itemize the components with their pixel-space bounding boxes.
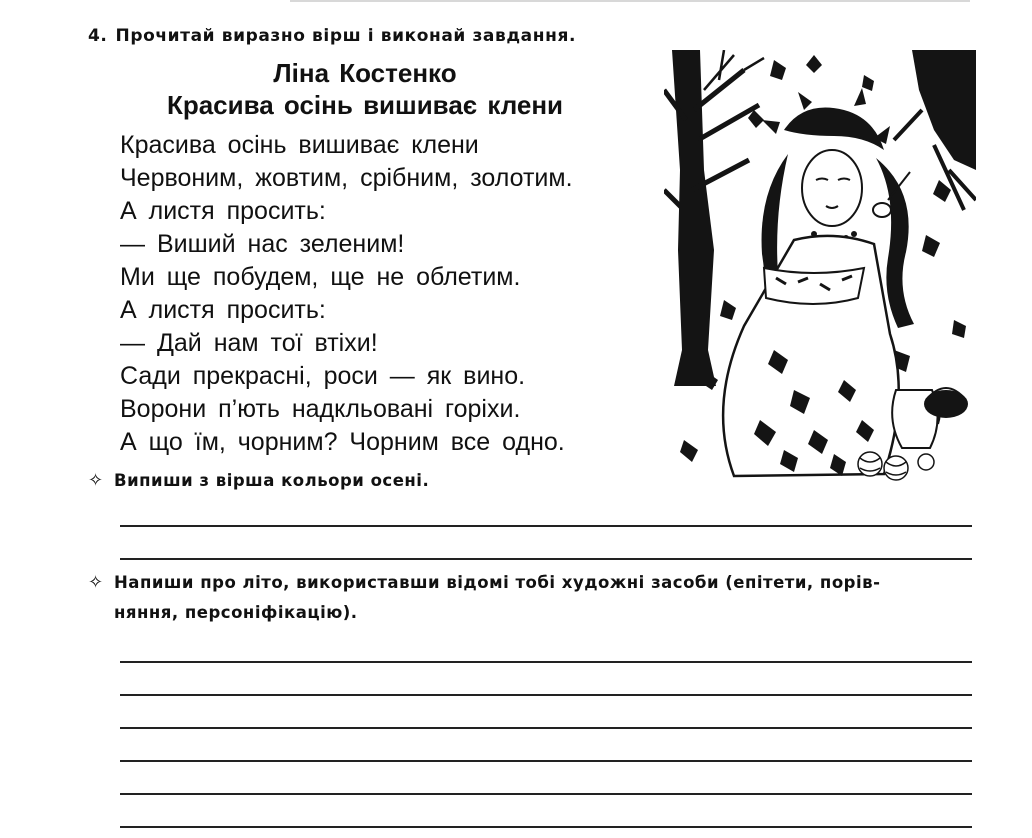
poem-author: Ліна Костенко (273, 58, 457, 88)
star-bullet-icon: ✧ (88, 470, 104, 491)
poem-line: Сади прекрасні, роси — як вино. (120, 362, 526, 390)
poem-line: — Виший нас зеленим! (120, 230, 405, 258)
answer-line[interactable] (120, 793, 972, 795)
answer-line[interactable] (120, 694, 972, 696)
task-text-line-2: няння, персоніфікацію). (114, 603, 358, 622)
poem-line: Червоним, жовтим, срібним, золотим. (120, 164, 573, 192)
answer-line[interactable] (120, 525, 972, 527)
top-page-rule (290, 0, 970, 2)
exercise-heading (88, 26, 576, 46)
answer-line[interactable] (120, 760, 972, 762)
exercise-number: 4. (88, 26, 108, 46)
task-text: Випиши з вірша кольори осені. (114, 471, 430, 490)
poem-line: — Дай нам тої втіхи! (120, 329, 378, 357)
task-write-colors (88, 466, 429, 496)
answer-line[interactable] (120, 558, 972, 560)
poem-line: А що їм, чорним? Чорним все одно. (120, 428, 565, 456)
answer-line[interactable] (120, 826, 972, 828)
poem-line: А листя просить: (120, 296, 326, 324)
poem-line: Ворони п’ють надкльовані горіхи. (120, 395, 521, 423)
star-bullet-icon: ✧ (88, 572, 104, 593)
poem-line: Красива осінь вишиває клени (120, 131, 479, 159)
task-write-about-summer (88, 568, 972, 628)
poem-line: А листя просить: (120, 197, 326, 225)
exercise-instruction: Прочитай виразно вірш і виконай завдання. (115, 26, 577, 46)
poem-line: Ми ще побудем, ще не облетим. (120, 263, 521, 291)
answer-line[interactable] (120, 727, 972, 729)
autumn-woman-embroidering-illustration (664, 50, 976, 486)
task-text-line-1: Напиши про літо, використавши відомі тобі художні засоби (епітети, порів- (114, 573, 881, 592)
answer-line[interactable] (120, 661, 972, 663)
poem-title: Красива осінь вишиває клени (166, 90, 564, 120)
poem-text (120, 129, 573, 459)
